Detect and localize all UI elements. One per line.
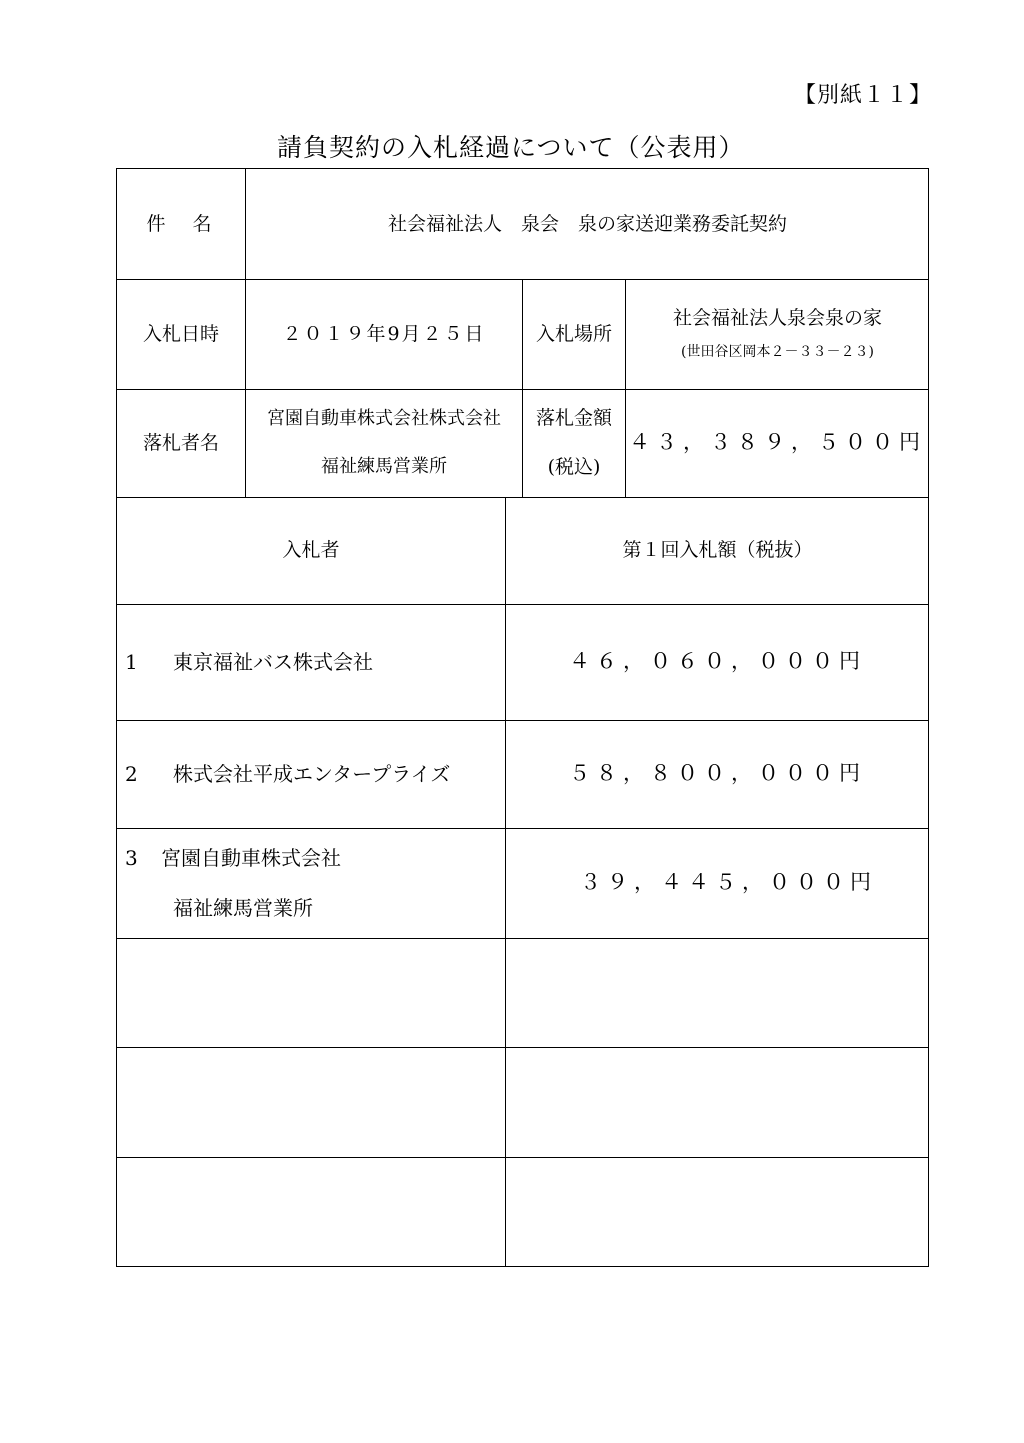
attachment-label: 【別紙１１】 (794, 83, 933, 108)
table-row-bidder: 2 株式会社平成エンタープライズ (125, 762, 451, 786)
amount-column-header: 第１回入札額（税抜） (622, 539, 813, 562)
bid-place-name: 社会福祉法人泉会泉の家 (672, 307, 882, 330)
subject-value: 社会福祉法人 泉会 泉の家送迎業務委託契約 (387, 212, 787, 235)
document-title: 請負契約の入札経過について（公表用） (277, 133, 745, 162)
empty-row-cell (117, 1157, 505, 1266)
bid-place-address: (世田谷区岡本２－３３－２３) (681, 344, 874, 360)
winner-name-line1: 宮園自動車株式会社株式会社 (267, 408, 501, 430)
winning-amount-value: ４３，３８９，５００円 (629, 430, 926, 455)
empty-row-cell (117, 938, 505, 1047)
winner-label: 落札者名 (142, 431, 219, 454)
bid-date-label: 入札日時 (142, 322, 219, 345)
bid-place-value (626, 279, 929, 389)
table-row-amount: ３９，４４５，０００円 (580, 870, 877, 895)
subject-label: 件 名 (146, 212, 216, 235)
table-row-amount: ５８，８００，０００円 (569, 761, 866, 786)
table-row-bidder: 1 東京福祉バス株式会社 (125, 650, 373, 674)
table-row-bidder: 3 宮園自動車株式会社 福祉練馬営業所 (125, 846, 341, 920)
table-row-amount: ４６，０６０，０００円 (569, 649, 866, 674)
bid-date-value: ２０１９年9月２５日 (282, 322, 486, 345)
empty-row-cell (506, 938, 929, 1047)
empty-row-cell (506, 1047, 929, 1157)
empty-row-cell (117, 1047, 505, 1157)
winner-value (246, 389, 522, 497)
bid-place-label: 入札場所 (535, 322, 612, 345)
winning-amount-label: 落札金額 (税込) (535, 407, 612, 478)
bidder-column-header: 入札者 (282, 539, 340, 562)
bid-result-table (116, 168, 929, 1267)
empty-row-cell (506, 1157, 929, 1266)
winner-name-line2: 福祉練馬営業所 (321, 456, 447, 477)
